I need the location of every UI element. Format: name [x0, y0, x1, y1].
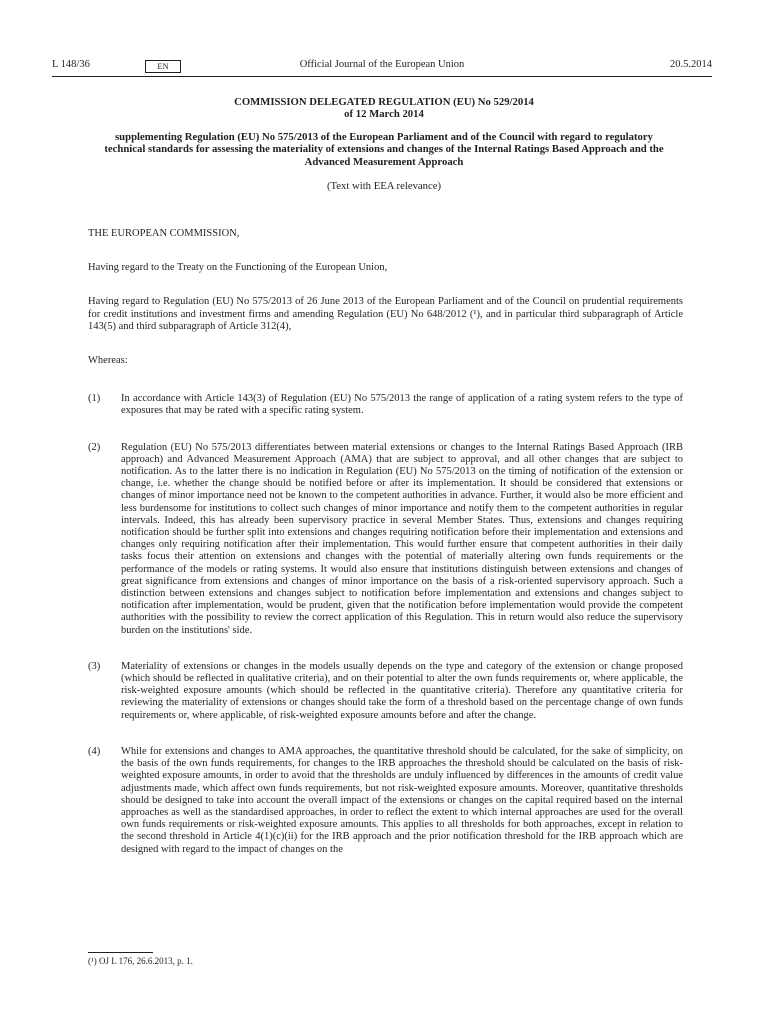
regulation-paragraph: Having regard to Regulation (EU) No 575/2013 of 26 June 2013 of the European Parliament and of the Council on prudential requirements for credit institutions and investment firms and amending Regulation (EU) No 648/2012 (¹), and in particular third subparagraph of Article 143(5) and third subparagraph of Article 312(4),: [88, 296, 683, 332]
recital-number: (3): [88, 660, 101, 672]
regulation-title: COMMISSION DELEGATED REGULATION (EU) No 529/2014: [234, 96, 534, 108]
recital-text: Materiality of extensions or changes in the models usually depends on the type and category of the extension or change proposed (which should be reflected in qualitative criteria), and on their potential to alter the own funds requirements or, where applicable, the risk-weighted exposure amounts (which should be reflected in the quantitative criteria). Therefore any quantitative criteria for reviewing the materiality of extensions or changes should take the form of a threshold based on the percentage change of own funds requirements or, where applicable, of risk-weighted exposure amounts before and after the change.: [121, 660, 683, 721]
recital-text: In accordance with Article 143(3) of Regulation (EU) No 575/2013 the range of application of a rating system refers to the type of exposures that may be rated with a specific rating system.: [121, 393, 683, 417]
footnote-divider: [88, 952, 153, 953]
recital: [88, 442, 683, 637]
treaty-paragraph: Having regard to the Treaty on the Functioning of the European Union,: [88, 262, 388, 274]
recital: [88, 393, 683, 417]
recital: [88, 661, 683, 722]
publication-date: 20.5.2014: [670, 59, 712, 70]
regulation-date: of 12 March 2014: [344, 108, 424, 121]
page-reference: L 148/36: [52, 59, 90, 70]
regulation-title-block: [100, 96, 668, 192]
recital: [88, 746, 683, 856]
recital-number: (4): [88, 745, 101, 757]
regulation-subtitle: supplementing Regulation (EU) No 575/2013 of the European Parliament and of the Council with regard to regulatory technical standards for assessing the materiality of extensions and changes of the Internal Ratings Based Approach and the Advanced Measurement Approach: [104, 130, 664, 168]
commission-line: THE EUROPEAN COMMISSION,: [88, 228, 240, 239]
recital-text: While for extensions and changes to AMA approaches, the quantitative threshold should be calculated, for the sake of simplicity, on the basis of the own funds requirements, for changes to the IRB approaches the threshold should be calculated on the basis of risk-weighted exposure amounts, in order to avoid that the thresholds are unduly influenced by differences in the amounts of credit value adjustments made, which affect own funds requirements, but not risk-weighted exposure amounts. Moreover, quantitative thresholds should be designed to take into account the overall impact of the extensions or changes on the capital required based on the internal approaches as well as the standardised approaches, in order to reflect the extent to which internal approaches are used for the overall own funds requirements or risk-weighted exposure amounts. This applies to all thresholds for both approaches, except in relation to the second threshold in Article 4(1)(c)(ii) for the IRB approach and the prior notification threshold for the IRB approach which are designed with regard to the impact of changes on the: [121, 745, 683, 855]
eea-relevance: (Text with EEA relevance): [326, 180, 442, 193]
footnote: (¹) OJ L 176, 26.6.2013, p. 1.: [88, 956, 193, 966]
journal-header: [52, 59, 712, 75]
whereas-label: Whereas:: [88, 355, 128, 367]
document-body: [88, 228, 683, 880]
recital-text: Regulation (EU) No 575/2013 differentiates between material extensions or changes to the Internal Ratings Based Approach (IRB approach) and Advanced Measurement Approach (AMA) that are subject to approval, and all other changes that are subject to notification. As to the latter there is no indication in Regulation (EU) No 575/2013 on the timing of notification of the extension or change, i.e. whether the change should be notified before or after its implementation. It should be considered that extensions or changes of minor importance need not be known to the competent authorities in advance. Further, it would also be more efficient and less burdensome for institutions to collect such changes of minor importance and notify them to the competent authorities in regular intervals. Indeed, this has already been supervisory practice in several Member States. Thus, extensions and changes requiring notification should be further split into extensions and changes requiring notification before their implementation and extensions and changes only requiring notification after their implementation. This would further ensure that competent authorities in their daily tasks focus their attention on extensions and changes with the potential of materially altering own funds requirements or the performance of the models or rating systems. It would also ensure that institutions distinguish between extensions and changes of great significance from extensions and changes of minor importance on the basis of a risk-oriented supervisory approach. Such a distinction between extensions and changes subject to notification before implementation and extensions and changes subject to notification after implementation, would be prudent, given that the notification before implementation would provide the competent authorities with the possibility to review the correct application of this Regulation. This in return would also reduce the supervisory burden on the institutions' side.: [121, 441, 683, 636]
recital-number: (2): [88, 441, 101, 453]
recital-number: (1): [88, 393, 101, 405]
header-divider: [52, 76, 712, 77]
language-badge: EN: [145, 60, 181, 73]
journal-title: Official Journal of the European Union: [299, 59, 465, 70]
